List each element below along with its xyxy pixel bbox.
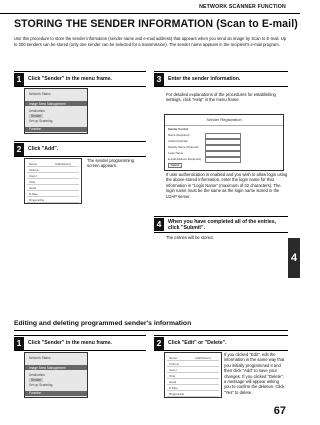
header-rule xyxy=(0,13,300,14)
step-4-header xyxy=(154,216,288,233)
sender-list-screenshot xyxy=(24,158,82,204)
page-header xyxy=(0,0,300,14)
field-label: Display Name (Optional) xyxy=(168,145,199,149)
menu-frame-screenshot xyxy=(24,88,88,134)
sender-table xyxy=(27,161,79,201)
step-1-header xyxy=(14,71,146,87)
edit-step-2-header xyxy=(154,335,288,351)
menu-item: Image Send Management xyxy=(29,366,66,370)
section-2-rule xyxy=(14,330,288,331)
name-input xyxy=(205,133,241,139)
menu-item: Function xyxy=(29,127,42,131)
step-3-header xyxy=(154,71,288,87)
table-row: D.Meo xyxy=(27,191,79,197)
sender-control-section: Sender Control xyxy=(168,127,189,131)
page-title: STORING THE SENDER INFORMATION (Scan to E-mail) xyxy=(14,18,298,30)
menu-item: Function xyxy=(29,391,42,395)
submit-button: Submit xyxy=(168,163,182,168)
step-title: Click "Edit" or "Delete". xyxy=(168,340,227,346)
step-title: Click "Add". xyxy=(28,146,59,152)
step-3-body: For detailed explanations of the procedures for establishing settings, click "Help" in the menu frame. xyxy=(166,92,276,103)
step-title: Enter the sender information. xyxy=(168,76,241,82)
table-row: Ringanidrie xyxy=(167,391,219,397)
step-number: 2 xyxy=(154,337,164,350)
sender-list-screenshot xyxy=(164,352,222,398)
menu-item: Destination xyxy=(29,109,45,113)
step-2-header xyxy=(14,141,146,157)
field-label: Login Name xyxy=(168,151,184,155)
table-row: D.Meo xyxy=(167,385,219,391)
page-number: 67 xyxy=(273,405,286,417)
table-row: UseU xyxy=(167,367,219,373)
table-header: Name Addr(Rows) xyxy=(167,355,219,361)
field-label: Initial (Optional) xyxy=(168,139,188,143)
step-number: 4 xyxy=(154,218,164,231)
menu-item: Destination xyxy=(29,373,45,377)
sender-control-screenshot xyxy=(164,114,284,171)
step-2 xyxy=(14,141,146,157)
table-row: Chie xyxy=(27,179,79,185)
edit-step-2 xyxy=(154,335,288,351)
menu-frame-screenshot xyxy=(24,352,88,398)
intro-text: Use this procedure to store the sender information (sender name and e-mail address) that appears when you send an image by Scan to E-mail. Up to 200 senders can be stored (only one sender can be selected for a transmission). The sender name appears in the recipient's e-mail program. xyxy=(14,36,287,47)
step-1 xyxy=(14,71,146,87)
step-3-body-2: If user authentication is enabled and you wish to allow login using the above stored information, enter the login name for that information in "Login Name" (maximum of 32 characters). The login name must be the same as the login name stored in the LDAP server. xyxy=(166,172,288,199)
section-title: NETWORK SCANNER FUNCTION xyxy=(199,4,286,10)
step-2-body: The sender programming screen appears. xyxy=(87,158,135,169)
step-number: 2 xyxy=(14,143,24,156)
table-header: Name Addr(Rows) xyxy=(27,161,79,167)
email-input xyxy=(205,157,241,163)
table-row: UseU xyxy=(27,173,79,179)
menu-item-selected: Sender xyxy=(31,114,42,118)
step-title: Click "Sender" in the menu frame. xyxy=(28,340,112,346)
step-4 xyxy=(154,216,288,240)
sender-table xyxy=(167,355,219,395)
table-row: ChinoA xyxy=(27,167,79,173)
login-name-input xyxy=(205,151,241,157)
table-row: Ringanidrie xyxy=(27,197,79,203)
step-number: 3 xyxy=(154,73,164,86)
field-label: E-mail Address (Required) xyxy=(168,157,201,161)
edit-step-1-header xyxy=(14,335,146,351)
edit-step-2-body: If you clicked "Edit", edit the information in the same way that you initially programmed it and then click "Add" to save your changes. If you clicked "Delete", a message will appear asking you to confirm the deletion. Click "Yes" to delete. xyxy=(224,352,285,395)
step-number: 1 xyxy=(14,337,24,350)
section-2-title: Editing and deleting programmed sender's information xyxy=(14,320,192,327)
step-4-body: The entries will be stored. xyxy=(166,235,214,240)
table-row: Hana xyxy=(167,379,219,385)
menu-item: Set up Scanning xyxy=(29,119,53,123)
chapter-tab: 4 xyxy=(288,238,300,278)
table-row: Chie xyxy=(167,373,219,379)
menu-item: Set up Scanning xyxy=(29,383,53,387)
display-name-input xyxy=(205,145,241,151)
menu-item-selected: Sender xyxy=(31,378,42,382)
menu-item: Network Status xyxy=(29,356,51,360)
step-title: When you have completed all of the entries, click "Submit". xyxy=(168,218,277,231)
field-label: Name (Required) xyxy=(168,133,190,137)
step-3 xyxy=(154,71,288,103)
menu-item: Network Status xyxy=(29,92,51,96)
table-row: Hana xyxy=(27,185,79,191)
table-row: ChinoA xyxy=(167,361,219,367)
sender-screen-heading: Sender Registration xyxy=(165,115,283,126)
edit-step-1 xyxy=(14,335,146,351)
step-title: Click "Sender" in the menu frame. xyxy=(28,76,112,82)
step-number: 1 xyxy=(14,73,24,86)
initial-input xyxy=(205,139,241,145)
menu-item: Image Send Management xyxy=(29,102,66,106)
